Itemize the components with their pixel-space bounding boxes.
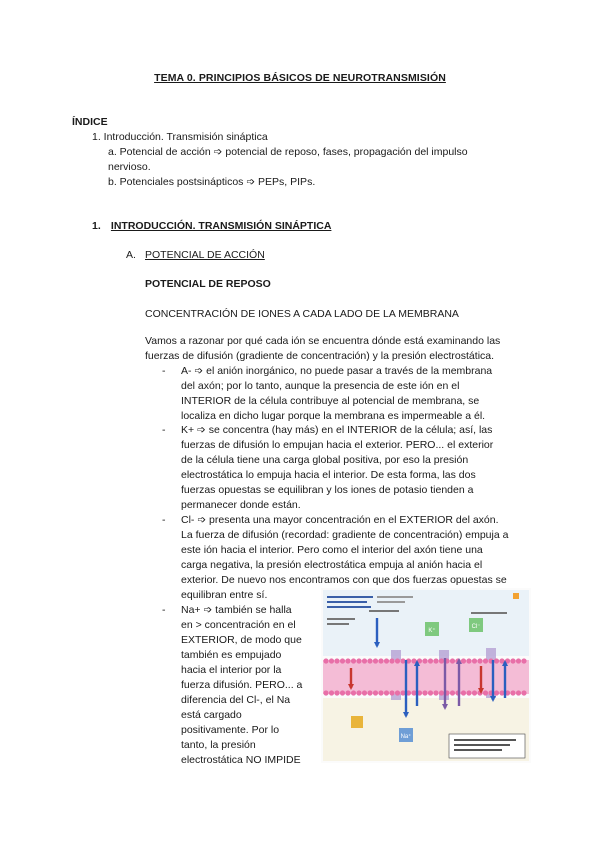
potencial-reposo-heading: POTENCIAL DE REPOSO	[145, 278, 271, 290]
phospholipid-head	[367, 658, 372, 663]
phospholipid-head	[472, 690, 477, 695]
phospholipid-head	[516, 690, 521, 695]
phospholipid-head	[329, 658, 334, 663]
subsection-letter: A.	[126, 249, 136, 261]
phospholipid-head	[373, 690, 378, 695]
phospholipid-head	[494, 658, 499, 663]
bullet-cloro-line: La fuerza de difusión (recordad: gradiente de concentración) empuja a	[181, 529, 509, 541]
bullet-cloro-line: Cl- ➩ presenta una mayor concentración en el EXTERIOR del axón.	[181, 514, 499, 526]
phospholipid-head	[384, 690, 389, 695]
bullet-cloro-line: equilibran entre sí.	[181, 589, 268, 601]
document-title: TEMA 0. PRINCIPIOS BÁSICOS DE NEUROTRANSMISIÓN	[154, 72, 446, 84]
phospholipid-head	[483, 658, 488, 663]
corner-marker	[513, 593, 519, 599]
phospholipid-head	[345, 690, 350, 695]
index-item-1a: a. Potencial de acción ➩ potencial de reposo, fases, propagación del impulso	[108, 146, 468, 158]
phospholipid-head	[373, 658, 378, 663]
concentracion-heading: CONCENTRACIÓN DE IONES A CADA LADO DE LA MEMBRANA	[145, 308, 459, 320]
subsection-label: POTENCIAL DE ACCIÓN	[145, 249, 265, 261]
bullet-marker: -	[162, 514, 166, 526]
ion-k-label: K⁺	[428, 628, 436, 634]
phospholipid-head	[439, 690, 444, 695]
ion-cl-marker	[469, 618, 483, 632]
phospholipid-head	[323, 658, 328, 663]
phospholipid-head	[378, 658, 383, 663]
phospholipid-head	[395, 658, 400, 663]
phospholipid-head	[466, 690, 471, 695]
phospholipid-head	[367, 690, 372, 695]
bullet-potasio-line: K+ ➩ se concentra (hay más) en el INTERIOR de la célula; así, las	[181, 424, 493, 436]
bullet-cloro-line: exterior. De nuevo nos encontramos con que dos fuerzas opuestas se	[181, 574, 507, 586]
phospholipid-head	[466, 658, 471, 663]
bullet-anion-line: INTERIOR de la célula contribuye al potencial de membrana, se	[181, 395, 480, 407]
phospholipid-head	[450, 690, 455, 695]
ion-na-marker	[399, 728, 413, 742]
index-item-1b: b. Potenciales postsinápticos ➩ PEPs, PIPs.	[108, 176, 316, 188]
phospholipid-head	[362, 690, 367, 695]
bullet-sodio-line: Na+ ➩ también se halla	[181, 604, 292, 616]
phospholipid-head	[461, 690, 466, 695]
bullet-sodio-line: positivamente. Por lo	[181, 724, 280, 736]
bullet-potasio-line: fuerzas opuestas se equilibran y los iones de potasio tienden a	[181, 484, 474, 496]
phospholipid-head	[439, 658, 444, 663]
section-number: 1.	[92, 220, 101, 232]
index-item-1a-continued: nervioso.	[108, 161, 151, 173]
phospholipid-head	[521, 690, 526, 695]
bullet-sodio-line: EXTERIOR, de modo que	[181, 634, 302, 646]
figure-legend-box	[449, 734, 525, 758]
phospholipid-head	[472, 658, 477, 663]
index-item-1: 1. Introducción. Transmisión sináptica	[92, 131, 268, 143]
bullet-sodio-line: en > concentración en el	[181, 619, 296, 631]
phospholipid-head	[334, 690, 339, 695]
bullet-marker: -	[162, 365, 166, 377]
phospholipid-head	[323, 690, 328, 695]
phospholipid-head	[329, 690, 334, 695]
bullet-marker: -	[162, 604, 166, 616]
bullet-anion-line: del axón; por lo tanto, aunque la presencia de este ión en el	[181, 380, 460, 392]
phospholipid-head	[433, 690, 438, 695]
phospholipid-head	[395, 690, 400, 695]
phospholipid-head	[384, 658, 389, 663]
phospholipid-head	[483, 690, 488, 695]
ion-anion-marker	[351, 716, 363, 728]
bullet-potasio-line: fuerzas de difusión lo empujan hacia el exterior. PERO... el exterior	[181, 439, 494, 451]
bullet-anion-line: A- ➩ el anión inorgánico, no puede pasar a través de la membrana	[181, 365, 493, 377]
phospholipid-head	[362, 658, 367, 663]
phospholipid-head	[461, 658, 466, 663]
bullet-sodio-line: hacia el interior por la	[181, 664, 282, 676]
bullet-sodio-line: electrostática NO IMPIDE	[181, 754, 301, 766]
phospholipid-head	[345, 658, 350, 663]
subsection-a-heading	[126, 249, 265, 261]
bullet-cloro-line: carga negativa, la presión electrostática empuja al anión hacia el	[181, 559, 483, 571]
paragraph-line: fuerzas de difusión (gradiente de concentración) y la presión electrostática.	[145, 350, 495, 362]
phospholipid-head	[428, 658, 433, 663]
section-1-heading	[92, 220, 331, 232]
bullet-sodio-line: también es empujado	[181, 649, 282, 661]
bullet-potasio-line: permanecer donde están.	[181, 499, 301, 511]
bullet-sodio-line: está cargado	[181, 709, 242, 721]
ion-k-marker	[425, 622, 439, 636]
phospholipid-head	[422, 690, 427, 695]
phospholipid-head	[510, 690, 515, 695]
index-heading: ÍNDICE	[72, 116, 108, 128]
bullet-cloro-line: este ión hacia el interior. Pero como el interior del axón tiene una	[181, 544, 483, 556]
phospholipid-head	[477, 658, 482, 663]
phospholipid-head	[351, 658, 356, 663]
membrane-figure-svg	[321, 588, 531, 763]
phospholipid-head	[516, 658, 521, 663]
bullet-sodio-line: diferencia del Cl-, el Na	[181, 694, 291, 706]
ion-na-label: Na⁺	[400, 734, 412, 740]
bullet-potasio-line: de la célula tiene una carga global positiva, por eso la presión	[181, 454, 469, 466]
phospholipid-head	[510, 658, 515, 663]
phospholipid-head	[389, 690, 394, 695]
phospholipid-head	[378, 690, 383, 695]
phospholipid-head	[356, 690, 361, 695]
phospholipid-head	[356, 658, 361, 663]
bullet-potasio-line: electrostática lo empuja hacia el interior. De esta forma, las dos	[181, 469, 476, 481]
phospholipid-head	[521, 658, 526, 663]
phospholipid-head	[428, 690, 433, 695]
bullet-sodio-line: tanto, la presión	[181, 739, 256, 751]
phospholipid-head	[351, 690, 356, 695]
phospholipid-head	[433, 658, 438, 663]
section-label: INTRODUCCIÓN. TRANSMISIÓN SINÁPTICA	[110, 220, 332, 232]
phospholipid-head	[494, 690, 499, 695]
lipid-bilayer	[323, 658, 529, 695]
phospholipid-head	[422, 658, 427, 663]
bullet-anion-line: localiza en dicho lugar porque la membrana es impermeable a él.	[181, 410, 486, 422]
phospholipid-head	[340, 690, 345, 695]
membrane-ion-figure	[321, 588, 531, 763]
phospholipid-head	[334, 658, 339, 663]
bullet-marker: -	[162, 424, 166, 436]
bullet-sodio-line: fuerza difusión. PERO... a	[181, 679, 303, 691]
ion-cl-label: Cl⁻	[471, 624, 481, 630]
phospholipid-head	[340, 658, 345, 663]
paragraph-line: Vamos a razonar por qué cada ión se encuentra dónde está examinando las	[145, 335, 501, 347]
phospholipid-head	[389, 658, 394, 663]
phospholipid-head	[450, 658, 455, 663]
bilayer-core	[323, 660, 529, 694]
